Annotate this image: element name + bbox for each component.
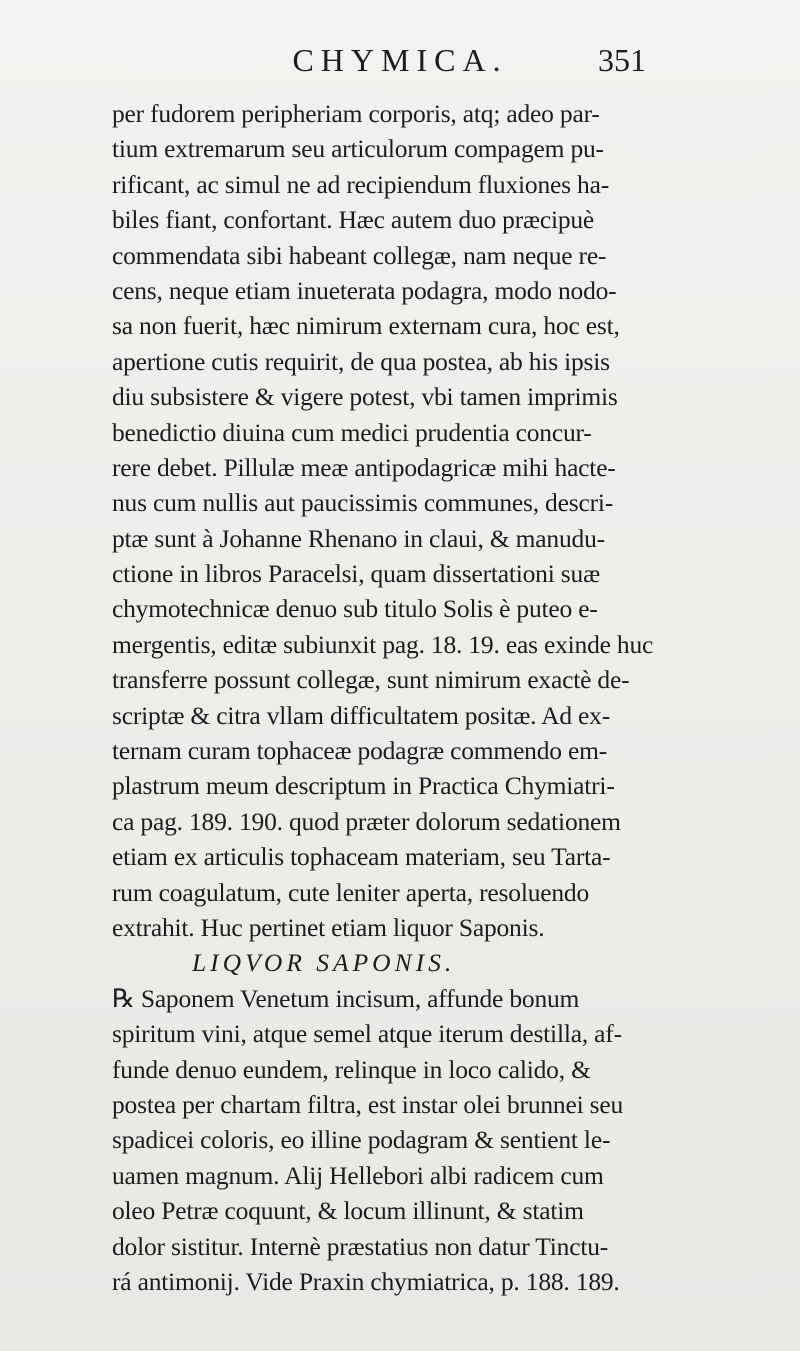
text-line: postea per chartam filtra, est instar olei brunnei seu — [112, 1089, 624, 1119]
text-line: tium extremarum seu articulorum compagem pu- — [112, 134, 604, 164]
running-title: CHYMICA. — [292, 42, 508, 78]
text-line: ternam curam tophaceæ podagræ commendo em- — [112, 736, 608, 766]
text-line: sa non fuerit, hæc nimirum externam cura, hoc est, — [112, 311, 620, 341]
text-line: apertione cutis requirit, de qua postea, ab his ipsis — [112, 346, 610, 376]
text-line: commendata sibi habeant collegæ, nam neque re- — [112, 240, 607, 270]
text-line: uamen magnum. Alij Hellebori albi radicem cum — [112, 1160, 604, 1190]
text-line: ctione in libros Paracelsi, quam dissertationi suæ — [112, 559, 600, 589]
text-line: plastrum meum descriptum in Practica Chymiatri- — [112, 771, 615, 801]
text-line: biles fiant, confortant. Hæc autem duo præcipuè — [112, 205, 595, 235]
text-line: spadicei coloris, eo illine podagram & sentient le- — [112, 1125, 611, 1155]
text-line: rificant, ac simul ne ad recipiendum fluxiones ha- — [112, 169, 609, 199]
text-line: nus cum nullis aut paucissimis communes, descri- — [112, 488, 614, 518]
text-line: spiritum vini, atque semel atque iterum destilla, af- — [112, 1019, 622, 1049]
text-line: ca pag. 189. 190. quod præter dolorum sedationem — [112, 806, 621, 836]
text-line: chymotechnicæ denuo sub titulo Solis è puteo e- — [112, 594, 598, 624]
section-heading: LIQVOR SAPONIS. — [192, 948, 456, 978]
text-line: per fudorem peripheriam corporis, atq; adeo par- — [112, 99, 600, 128]
page-number: 351 — [598, 42, 646, 78]
text-line: benedictio diuina cum medici prudentia concur- — [112, 417, 592, 447]
text-line: ptæ sunt à Johanne Rhenano in claui, & manudu- — [112, 523, 605, 553]
text-line: cens, neque etiam inueterata podagra, modo nodo- — [112, 275, 617, 305]
text-line: oleo Petræ coquunt, & locum illinunt, & statim — [112, 1196, 584, 1226]
text-line: dolor sistitur. Internè præstatius non datur Tinctu- — [112, 1231, 609, 1261]
page-header — [0, 42, 800, 86]
text-line: funde denuo eundem, relinque in loco calido, & — [112, 1054, 591, 1084]
text-line: extrahit. Huc pertinet etiam liquor Saponis. — [112, 912, 545, 942]
text-line: scriptæ & citra vllam difficultatem positæ. Ad ex- — [112, 700, 611, 730]
text-line: ℞ Saponem Venetum incisum, affunde bonum — [112, 983, 580, 1013]
paragraph-1 — [112, 96, 677, 945]
paragraph-2 — [112, 981, 677, 1300]
text-line: rum coagulatum, cute leniter aperta, resoluendo — [112, 877, 590, 907]
text-line: rere debet. Pillulæ meæ antipodagricæ mihi hacte- — [112, 452, 616, 482]
text-line: rá antimonij. Vide Praxin chymiatrica, p. 188. 189. — [112, 1266, 620, 1296]
text-line: etiam ex articulis tophaceam materiam, seu Tarta- — [112, 842, 611, 872]
text-line: diu subsistere & vigere potest, vbi tamen imprimis — [112, 382, 618, 412]
body-text — [112, 96, 677, 1299]
text-line: transferre possunt collegæ, sunt nimirum exactè de- — [112, 665, 630, 695]
text-line: mergentis, editæ subiunxit pag. 18. 19. eas exinde huc — [112, 629, 654, 659]
